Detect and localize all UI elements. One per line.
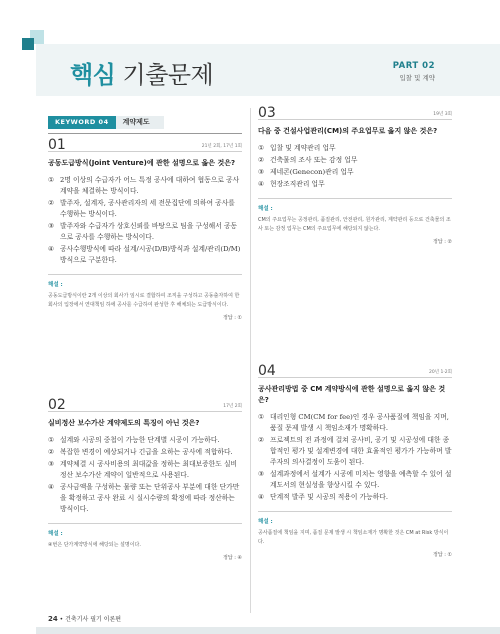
option-mark: ④: [258, 180, 265, 188]
option-text: 건축물의 조사 또는 감정 업무: [270, 156, 358, 164]
option-3: [48, 221, 242, 243]
column-divider: [250, 108, 251, 613]
option-mark: ④: [48, 245, 55, 253]
question-source: 19년 3회: [433, 112, 452, 117]
option-mark: ②: [258, 156, 265, 164]
question-number: 02: [48, 397, 66, 413]
explanation-heading: 해설 :: [258, 519, 273, 525]
option-text: 현장조직관리 업무: [270, 180, 325, 188]
book-title: • 건축기사 필기 이론편: [57, 616, 122, 623]
page-footer: [48, 614, 121, 623]
question-02: [48, 397, 242, 561]
option-1: [258, 412, 452, 434]
explanation-divider: [258, 511, 452, 512]
option-mark: ③: [258, 470, 265, 478]
part-label: [393, 61, 435, 82]
question-header: [48, 137, 242, 153]
option-3: [258, 167, 452, 178]
option-1: [48, 175, 242, 197]
option-mark: ①: [258, 413, 265, 421]
options-list: [48, 435, 242, 515]
option-mark: ②: [258, 436, 265, 444]
explanation-text: ④번은 단가계약방식에 해당되는 설명이다.: [48, 542, 141, 548]
explanation-text: 공사품질에 책임을 지며, 품질 문제 발생 시 책임소재가 명확한 것은 CM at Risk 방식이다.: [258, 530, 449, 545]
explanation-divider: [48, 274, 242, 275]
explanation-text: CM의 주요업무는 공정관리, 품질관리, 안전관리, 원가관리, 계약관리 등으로 건축물의 조사 또는 감정 업무는 CM의 주요업무에 해당되지 않는다.: [258, 217, 451, 232]
option-text: 발주자와 수급자가 상호신뢰를 바탕으로 팀을 구성해서 공동으로 공사를 수행하는 방식이다.: [60, 222, 238, 241]
question-number: 01: [48, 137, 66, 153]
option-text: 대리인형 CM(CM for fee)인 경우 공사품질에 책임을 지며, 품질 문제 발생 시 책임소재가 명확하다.: [270, 413, 449, 432]
part-number: PART 02: [392, 61, 435, 71]
options-list: [48, 175, 242, 266]
option-text: 공사수행방식에 따라 설계/시공(D/B)방식과 설계/관리(D/M)방식으로 구분한다.: [60, 245, 241, 264]
keyword-underline: [48, 133, 242, 134]
option-2: [48, 198, 242, 220]
option-mark: ④: [48, 483, 55, 491]
question-source: 17년 2회: [223, 404, 242, 409]
options-list: [258, 412, 452, 503]
option-4: [48, 244, 242, 266]
question-04: [258, 363, 452, 558]
question-number: 03: [258, 105, 276, 121]
page-title: [70, 55, 213, 90]
page-number: 24: [48, 615, 58, 623]
option-text: 공사금액을 구성하는 물량 또는 단위공사 부분에 대한 단가만을 확정하고 공사 완료 시 실시수량의 확정에 따라 정산하는 방식이다.: [60, 483, 240, 513]
option-mark: ①: [258, 144, 265, 152]
option-text: 설계와 시공의 중첩이 가능한 단계별 시공이 가능하다.: [60, 436, 220, 444]
explanation-heading: 해설 :: [258, 206, 273, 212]
answer-label: 정답 : ①: [432, 552, 452, 558]
option-4: [258, 492, 452, 503]
option-mark: ②: [48, 199, 55, 207]
option-2: [48, 447, 242, 458]
question-header: [258, 105, 452, 121]
question-text: 실비정산 보수가산 계약제도의 특징이 아닌 것은?: [48, 419, 200, 427]
option-mark: ③: [48, 222, 55, 230]
explanation-divider: [258, 198, 452, 199]
question-source: 20년 1·2회: [428, 370, 452, 375]
option-mark: ①: [48, 176, 55, 184]
corner-decoration-dark: [22, 38, 34, 50]
answer-label: 정답 : ①: [222, 315, 242, 321]
option-mark: ①: [48, 436, 55, 444]
page-title-rest: 기출문제: [115, 61, 214, 89]
question-number: 04: [258, 363, 276, 379]
option-3: [48, 459, 242, 481]
option-mark: ③: [258, 168, 265, 176]
explanation-divider: [48, 523, 242, 524]
question-header: [258, 363, 452, 379]
option-2: [258, 435, 452, 468]
question-text: 공동도급방식(Joint Venture)에 관한 설명으로 옳은 것은?: [48, 159, 236, 167]
option-text: 발주자, 설계자, 공사관리자의 세 전문집단에 의하여 공사를 수행하는 방식이다.: [60, 199, 235, 218]
explanation-heading: 해설 :: [48, 282, 63, 288]
part-name: 입찰 및 계약: [399, 74, 435, 82]
question-text: 다음 중 건설사업관리(CM)의 주요업무로 옳지 않은 것은?: [258, 127, 438, 135]
question-header: [48, 397, 242, 413]
question-source: 21년 2회, 17년 1회: [201, 144, 242, 149]
option-3: [258, 469, 452, 491]
option-mark: ④: [258, 493, 265, 501]
answer-label: 정답 : ④: [222, 555, 242, 561]
option-4: [258, 179, 452, 190]
option-2: [258, 155, 452, 166]
option-text: 계약체결 시 공사비용의 최대값을 정하는 최대보증한도 실비정산 보수가산 계약이 일반적으로 사용된다.: [60, 460, 238, 479]
option-1: [48, 435, 242, 446]
option-text: 복잡한 변경이 예상되거나 긴급을 요하는 공사에 적합하다.: [60, 448, 233, 456]
answer-label: 정답 : ②: [432, 239, 452, 245]
keyword-label: 계약제도: [116, 116, 164, 129]
option-text: 제네콘(Genecon)관리 업무: [270, 168, 354, 176]
footer-band: [36, 627, 500, 634]
option-mark: ②: [48, 448, 55, 456]
option-mark: ③: [48, 460, 55, 468]
question-01: [48, 137, 242, 321]
option-4: [48, 482, 242, 515]
keyword-tag: KEYWORD 04: [48, 116, 116, 129]
option-text: 단계적 발주 및 시공의 적용이 가능하다.: [270, 493, 389, 501]
page-title-accent: 핵심: [70, 61, 116, 89]
option-text: 2명 이상의 수급자가 어느 특정 공사에 대하여 협동으로 공사계약을 체결하는 방식이다.: [60, 176, 240, 195]
options-list: [258, 143, 452, 190]
option-text: 프로젝트의 전 과정에 걸쳐 공사비, 공기 및 시공성에 대한 종합적인 평가 및 설계변경에 대한 효율적인 평가가 가능하며 발주자의 의사결정이 도움이 된다.: [270, 436, 452, 466]
option-text: 입찰 및 계약관리 업무: [270, 144, 336, 152]
keyword-badge: [48, 116, 164, 129]
explanation-text: 공동도급방식이란 2개 이상의 회사가 임시로 결합하여 조직을 구성하고 공동출자하여 한 회사의 입장에서 연대책임 하에 공사를 수급하여 완성한 후 해체되는 도급방식이다.: [48, 293, 240, 308]
option-text: 설계과정에서 설계가 시공에 미치는 영향을 예측할 수 있어 설계도서의 현실성을 향상시킬 수 있다.: [270, 470, 452, 489]
question-text: 공사관리방법 중 CM 계약방식에 관한 설명으로 옳지 않은 것은?: [258, 385, 446, 404]
explanation-heading: 해설 :: [48, 531, 63, 537]
option-1: [258, 143, 452, 154]
question-03: [258, 105, 452, 245]
